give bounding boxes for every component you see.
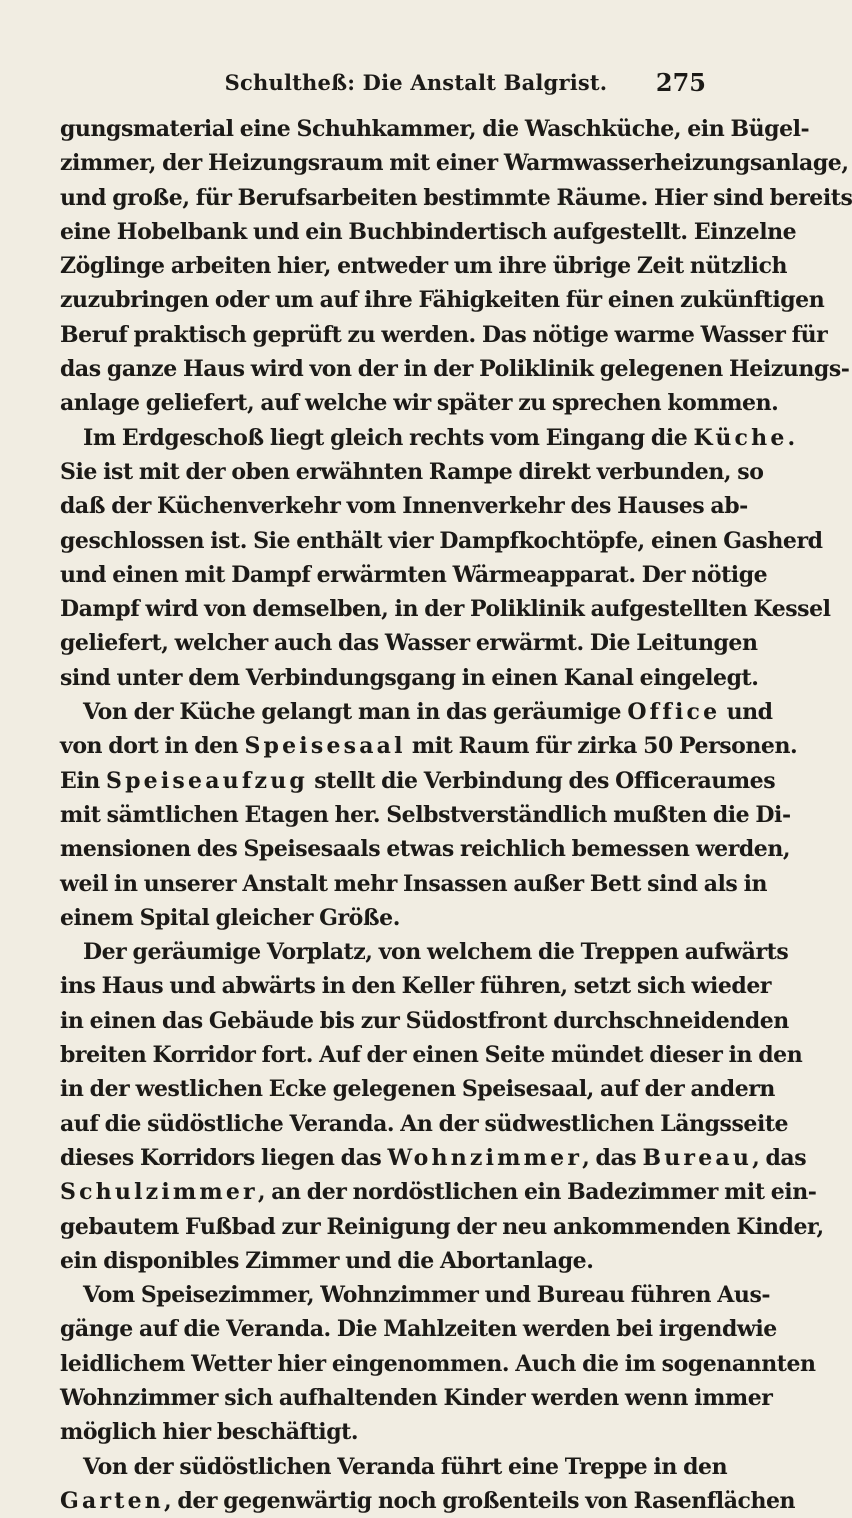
text-run: , der gegenwärtig noch großenteils von Rasenflächen	[164, 1487, 796, 1514]
text-run: und	[720, 699, 773, 726]
text-line: in einen das Gebäude bis zur Südostfront durchschneidenden	[60, 1007, 789, 1034]
spaced-term: Garten	[60, 1487, 164, 1514]
text-line: mensionen des Speisesaals etwas reichlich bemessen werden,	[60, 836, 791, 863]
spaced-term: Wohnzimmer	[387, 1144, 583, 1171]
text-line: Sie ist mit der oben erwähnten Rampe direkt verbunden, so	[60, 458, 764, 485]
text-line: ein disponibles Zimmer und die Abortanlage.	[60, 1247, 594, 1274]
text-line: Wohnzimmer sich aufhaltenden Kinder werden wenn immer	[60, 1384, 773, 1411]
text-line	[60, 695, 773, 729]
text-run: mit Raum für zirka 50 Personen.	[405, 733, 798, 760]
text-line: geliefert, welcher auch das Wasser erwärmt. Die Leitungen	[60, 630, 758, 657]
text-run: Im Erdgeschoß liegt gleich rechts vom Eingang die	[83, 424, 694, 451]
text-line: zimmer, der Heizungsraum mit einer Warmwasserheizungsanlage,	[60, 150, 849, 177]
spaced-term: Speiseaufzug	[105, 767, 308, 794]
text-line: gebautem Fußbad zur Reinigung der neu ankommenden Kinder,	[60, 1213, 824, 1240]
page-number: 275	[655, 68, 706, 97]
text-line: möglich hier beschäftigt.	[60, 1419, 359, 1446]
text-line	[60, 764, 776, 798]
text-line: Vom Speisezimmer, Wohnzimmer und Bureau führen Aus-	[83, 1282, 771, 1309]
text-line: Von der südöstlichen Veranda führt eine Treppe in den	[83, 1453, 728, 1480]
text-line: sind unter dem Verbindungsgang in einen Kanal eingelegt.	[60, 664, 759, 691]
text-line	[60, 729, 798, 763]
text-line: daß der Küchenverkehr vom Innenverkehr des Hauses ab-	[60, 493, 748, 520]
text-run: Ein	[60, 767, 106, 794]
text-line: weil in unserer Anstalt mehr Insassen außer Bett sind als in	[60, 870, 768, 897]
text-line: gänge auf die Veranda. Die Mahlzeiten werden bei irgendwie	[60, 1316, 777, 1343]
text-line: und große, für Berufsarbeiten bestimmte Räume. Hier sind bereits	[60, 184, 852, 211]
text-line: in der westlichen Ecke gelegenen Speisesaal, auf der andern	[60, 1076, 775, 1103]
text-run: stellt die Verbindung des Officeraumes	[307, 767, 776, 794]
text-line	[60, 1175, 817, 1209]
text-run: Von der Küche gelangt man in das geräumige	[83, 699, 628, 726]
text-run: , das	[752, 1144, 807, 1171]
text-line: breiten Korridor fort. Auf der einen Seite mündet dieser in den	[60, 1042, 803, 1069]
text-line: ins Haus und abwärts in den Keller führen, setzt sich wieder	[60, 973, 772, 1000]
text-line: Dampf wird von demselben, in der Poliklinik aufgestellten Kessel	[60, 596, 831, 623]
spaced-term: Küche	[693, 424, 788, 451]
text-line: anlage geliefert, auf welche wir später zu sprechen kommen.	[60, 390, 779, 417]
text-run: , an der nordöstlichen ein Badezimmer mit ein-	[257, 1179, 817, 1206]
text-line	[60, 1141, 807, 1175]
text-line	[60, 421, 795, 455]
text-line: auf die südöstliche Veranda. An der südwestlichen Längsseite	[60, 1110, 789, 1137]
text-line: Zöglinge arbeiten hier, entweder um ihre übrige Zeit nützlich	[60, 253, 788, 280]
text-run: dieses Korridors liegen das	[60, 1144, 388, 1171]
text-line: geschlossen ist. Sie enthält vier Dampfkochtöpfe, einen Gasherd	[60, 527, 823, 554]
text-line: und einen mit Dampf erwärmten Wärmeapparat. Der nötige	[60, 561, 768, 588]
running-head	[126, 66, 706, 100]
text-line: Beruf praktisch geprüft zu werden. Das nötige warme Wasser für	[60, 321, 828, 348]
text-line: mit sämtlichen Etagen her. Selbstverständlich mußten die Di-	[60, 801, 791, 828]
text-line: gungsmaterial eine Schuhkammer, die Waschküche, ein Bügel-	[60, 116, 810, 142]
text-line: zuzubringen oder um auf ihre Fähigkeiten für einen zukünftigen	[60, 287, 825, 314]
text-line: Der geräumige Vorplatz, von welchem die Treppen aufwärts	[83, 939, 789, 966]
spaced-term: Office	[627, 699, 721, 726]
text-line: das ganze Haus wird von der in der Poliklinik gelegenen Heizungs-	[60, 356, 850, 383]
text-line: einem Spital gleicher Größe.	[60, 904, 400, 931]
body-text	[60, 112, 852, 1518]
text-line	[60, 1484, 796, 1518]
spaced-term: Schulzimmer	[60, 1179, 258, 1206]
text-run: , das	[582, 1144, 643, 1171]
running-title: Schultheß: Die Anstalt Balgrist.	[224, 70, 608, 95]
spaced-term: Bureau	[642, 1144, 753, 1171]
text-line: leidlichem Wetter hier eingenommen. Auch die im sogenannten	[60, 1350, 816, 1377]
text-line: eine Hobelbank und ein Buchbindertisch aufgestellt. Einzelne	[60, 218, 797, 245]
text-run: .	[787, 424, 795, 451]
spaced-term: Speisesaal	[244, 733, 406, 760]
text-run: von dort in den	[60, 733, 245, 760]
